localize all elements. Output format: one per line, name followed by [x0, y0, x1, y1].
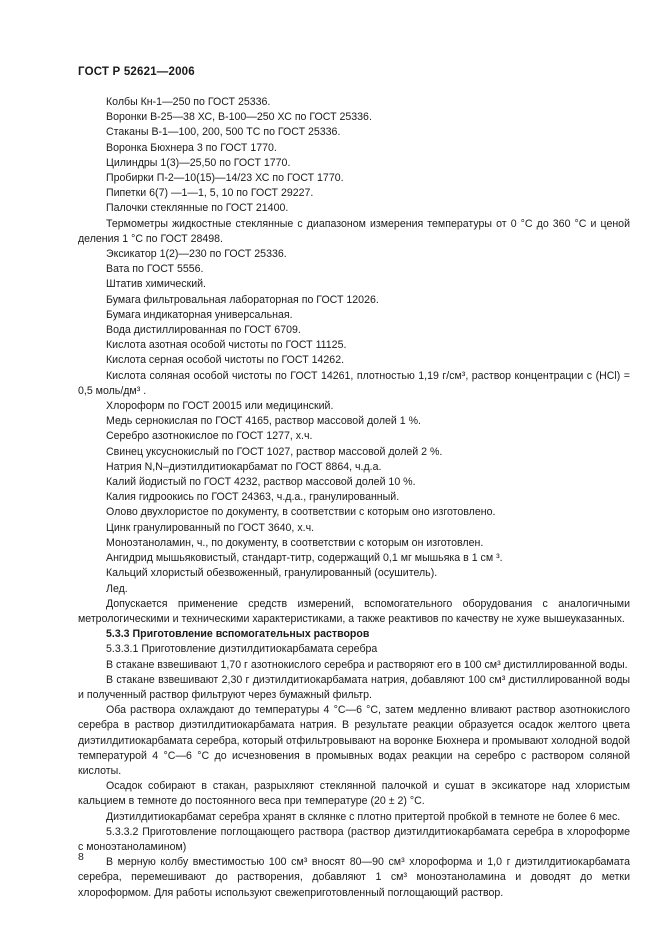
- paragraph: В стакане взвешивают 1,70 г азотнокислого серебра и растворяют его в 100 см³ дистиллированной воды.: [106, 658, 628, 671]
- list-item: Олово двухлористое по документу, в соответствии с которым оно изготовлено.: [106, 506, 496, 519]
- paragraph: Осадок собирают в стакан, разрыхляют стеклянной палочкой и сушат в эксикаторе над хлористым кальцием в темноте до постоянного веса при температуре (20 ± 2) °С.: [78, 780, 630, 808]
- list-item: Лед.: [106, 582, 128, 595]
- equivalence-note: Допускается применение средств измерений, вспомогательного оборудования с аналогичными метрологическими и техническими характеристиками, а также реактивов по качеству не хуже вышеуказанных.: [78, 597, 630, 625]
- list-item: Воронка Бюхнера 3 по ГОСТ 1770.: [106, 141, 277, 154]
- document-header: ГОСТ Р 52621—2006: [78, 66, 195, 78]
- list-item: Хлороформ по ГОСТ 20015 или медицинский.: [106, 400, 334, 413]
- list-item: Пробирки П-2—10(15)—14/23 ХС по ГОСТ 1770.: [106, 172, 344, 185]
- list-item: Ангидрид мышьяковистый, стандарт-титр, содержащий 0,1 мг мышьяка в 1 см ³.: [106, 552, 503, 565]
- list-item: Кислота азотная особой чистоты по ГОСТ 11125.: [106, 339, 347, 352]
- list-item: Цинк гранулированный по ГОСТ 3640, х.ч.: [106, 521, 315, 534]
- list-item: Штатив химический.: [106, 278, 206, 291]
- subsection-heading: 5.3.3.1 Приготовление диэтилдитиокарбамата серебра: [106, 643, 378, 656]
- document-body: [78, 95, 630, 901]
- section-heading: 5.3.3 Приготовление вспомогательных растворов: [106, 628, 370, 641]
- paragraph: Оба раствора охлаждают до температуры 4 °С—6 °С, затем медленно вливают раствор азотнокислого серебра в раствор диэтилдитиокарбамата натрия. В результате реакции образуется осадок желтого цвета диэтилдитиокарбамата серебра, который отфильтровывают на воронке Бюхнера и промывают холодной водой температурой 4 °С—6 °С до исчезновения в промывных водах реакции на серебро с раствором соляной кислоты.: [78, 704, 630, 777]
- list-item: Эксикатор 1(2)—230 по ГОСТ 25336.: [106, 248, 287, 261]
- list-item: Серебро азотнокислое по ГОСТ 1277, х.ч.: [106, 430, 313, 443]
- list-item: Медь сернокислая по ГОСТ 4165, раствор массовой долей 1 %.: [106, 415, 421, 428]
- list-item: Кислота соляная особой чистоты по ГОСТ 14261, плотностью 1,19 г/см³, раствор концентрации с (HCl) = 0,5 моль/дм³ .: [78, 369, 630, 397]
- list-item: Калий йодистый по ГОСТ 4232, раствор массовой долей 10 %.: [106, 476, 416, 489]
- list-item: Бумага фильтровальная лабораторная по ГОСТ 12026.: [106, 293, 379, 306]
- list-item: Кальций хлористый обезвоженный, гранулированный (осушитель).: [106, 567, 438, 580]
- list-item: Воронки В-25—38 ХС, В-100—250 ХС по ГОСТ 25336.: [106, 111, 372, 124]
- paragraph: В стакане взвешивают 2,30 г диэтилдитиокарбамата натрия, добавляют 100 см³ дистиллированной воды и полученный раствор фильтруют через бумажный фильтр.: [78, 673, 630, 701]
- list-item: Пипетки 6(7) —1—1, 5, 10 по ГОСТ 29227.: [106, 187, 314, 200]
- paragraph: В мерную колбу вместимостью 100 см³ вносят 80—90 см³ хлороформа и 1,0 г диэтилдитиокарбамата серебра, перемешивают до растворения, добавляют 1 см³ моноэтаноламина и доводят до метки хлороформом. Для работы используют свежеприготовленный поглощающий раствор.: [78, 856, 630, 899]
- list-item: Моноэтаноламин, ч., по документу, в соответствии с которым он изготовлен.: [106, 536, 484, 549]
- list-item: Вата по ГОСТ 5556.: [106, 263, 204, 276]
- subsection-heading: 5.3.3.2 Приготовление поглощающего раствора (раствор диэтилдитиокарбамата серебра в хлороформе с моноэтаноламином): [78, 825, 630, 853]
- list-item: Палочки стеклянные по ГОСТ 21400.: [106, 202, 289, 215]
- list-item: Вода дистиллированная по ГОСТ 6709.: [106, 324, 301, 337]
- paragraph: Диэтилдитиокарбамат серебра хранят в склянке с плотно притертой пробкой в темноте не более 6 мес.: [106, 810, 621, 823]
- list-item: Колбы Кн-1—250 по ГОСТ 25336.: [106, 96, 271, 108]
- list-item: Стаканы В-1—100, 200, 500 ТС по ГОСТ 25336.: [106, 126, 341, 139]
- list-item: Термометры жидкостные стеклянные с диапазоном измерения температуры от 0 °С до 360 °С и ценой деления 1 °С по ГОСТ 28498.: [78, 217, 630, 245]
- page-number: 8: [78, 851, 84, 863]
- list-item: Натрия N,N–диэтилдитиокарбамат по ГОСТ 8864, ч.д.а.: [106, 460, 382, 473]
- list-item: Цилиндры 1(3)—25,50 по ГОСТ 1770.: [106, 156, 291, 169]
- list-item: Кислота серная особой чистоты по ГОСТ 14262.: [106, 354, 345, 367]
- list-item: Свинец уксуснокислый по ГОСТ 1027, раствор массовой долей 2 %.: [106, 445, 443, 458]
- list-item: Калия гидроокись по ГОСТ 24363, ч.д.а., гранулированный.: [106, 491, 400, 504]
- list-item: Бумага индикаторная универсальная.: [106, 308, 293, 321]
